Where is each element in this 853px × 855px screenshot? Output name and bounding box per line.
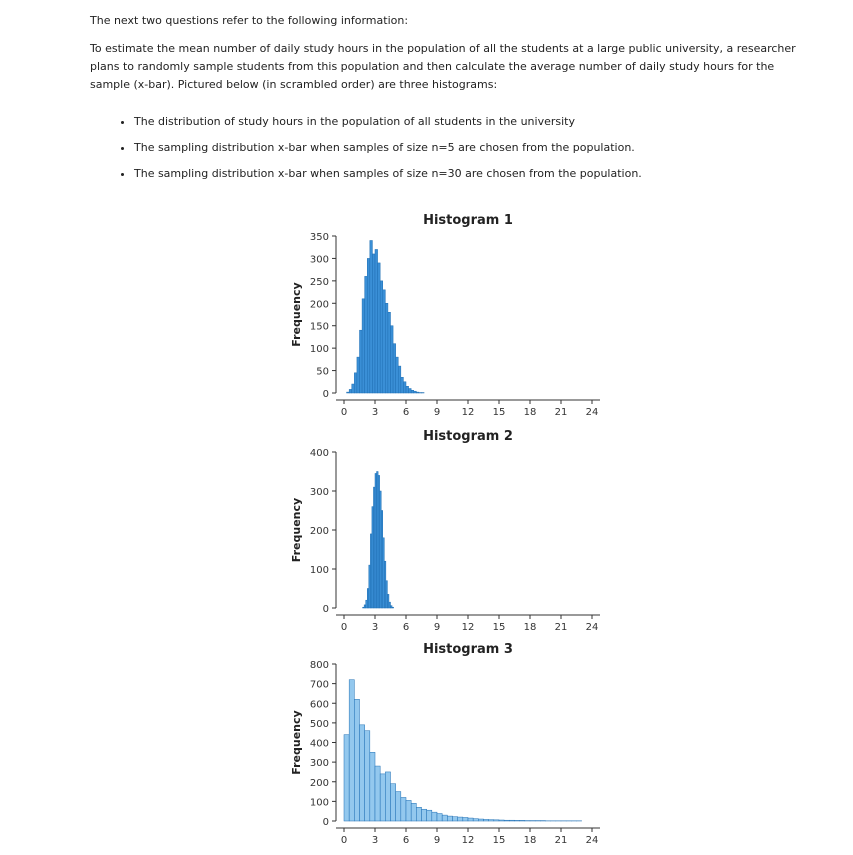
histogram-bar	[437, 814, 442, 821]
histogram-bar	[403, 382, 406, 393]
x-tick-label: 15	[492, 407, 506, 418]
histogram-bar	[411, 803, 416, 821]
y-tick-label: 350	[309, 232, 329, 243]
y-axis-label: Frequency	[290, 497, 303, 563]
x-tick-label: 9	[433, 835, 441, 846]
histogram-bar	[458, 817, 463, 821]
y-tick-label: 300	[309, 758, 329, 770]
y-tick-label: 600	[309, 699, 329, 711]
histogram-bar	[367, 258, 370, 393]
histogram-bar	[375, 249, 378, 393]
histogram-bar	[385, 303, 388, 393]
bullet-n5: • The sampling distribution x-bar when samples of size n=5 are chosen from the population.	[134, 138, 642, 164]
y-tick-label: 300	[309, 487, 329, 498]
histogram-bar	[427, 810, 432, 821]
x-tick-label: 0	[340, 407, 348, 418]
x-tick-label: 24	[585, 407, 599, 418]
x-tick-label: 24	[585, 835, 599, 846]
x-tick-label: 6	[402, 407, 410, 418]
x-tick-label: 6	[402, 622, 410, 633]
histogram-bar	[370, 240, 373, 393]
histogram-bar	[398, 366, 401, 393]
histogram-bar	[393, 344, 396, 393]
histogram-bar	[362, 299, 365, 393]
histogram-bar	[489, 820, 494, 821]
y-tick-label: 700	[309, 679, 329, 691]
histogram-bar	[509, 820, 514, 821]
y-axis-label: Frequency	[290, 710, 303, 775]
histogram-bar	[349, 389, 352, 393]
x-tick-label: 3	[371, 835, 379, 846]
y-tick-label: 100	[309, 344, 329, 356]
x-tick-label: 18	[523, 835, 537, 846]
x-tick-label: 21	[554, 407, 568, 418]
y-tick-label: 0	[322, 604, 329, 615]
histogram-bar	[442, 815, 447, 821]
description-text: To estimate the mean number of daily study hours in the population of all the students at a large public university, a researcher plans to randomly sample students from this population and then calculate the average number of daily study hours for the sample (x-bar). Pictured below (in scrambled order) are three histograms:	[90, 42, 796, 91]
histogram-bar	[484, 819, 489, 821]
histogram-bar	[515, 820, 520, 821]
y-tick-label: 400	[309, 738, 329, 750]
y-tick-label: 400	[309, 448, 329, 459]
x-tick-label: 9	[433, 407, 441, 418]
histogram-bar	[411, 390, 414, 393]
intro-text: The next two questions refer to the following information:	[90, 14, 409, 27]
histogram-bar	[453, 817, 458, 821]
histogram-bar	[365, 276, 368, 393]
x-tick-label: 9	[433, 622, 441, 633]
histogram-bar	[416, 807, 421, 821]
y-tick-label: 200	[309, 299, 329, 311]
x-tick-label: 6	[402, 835, 410, 846]
x-tick-label: 24	[585, 622, 599, 633]
y-tick-label: 200	[309, 526, 329, 537]
histogram-bar	[354, 373, 357, 393]
x-tick-label: 18	[523, 407, 537, 418]
chart-title: Histogram 2	[423, 429, 513, 444]
y-tick-label: 150	[309, 321, 329, 333]
histogram-bar	[380, 774, 385, 821]
histogram-bar	[357, 357, 360, 393]
histogram-bar	[432, 812, 437, 821]
x-tick-label: 12	[461, 407, 475, 418]
x-tick-label: 3	[371, 407, 379, 418]
histogram-bar	[447, 816, 452, 821]
histogram-bar	[499, 820, 504, 821]
x-tick-label: 12	[461, 835, 475, 846]
histogram-bar	[396, 357, 399, 393]
histogram-bar	[372, 254, 375, 393]
histogram-bar	[380, 281, 383, 393]
histogram-bar	[360, 330, 363, 393]
histogram-bar	[504, 820, 509, 821]
histogram-bar	[392, 607, 394, 608]
histogram-bar	[347, 392, 350, 393]
histogram-bar	[383, 290, 386, 393]
bullet-population: • The distribution of study hours in the population of all students in the university	[134, 112, 642, 138]
histogram-bar	[378, 263, 381, 393]
y-tick-label: 800	[309, 660, 329, 671]
histogram-bar	[344, 735, 349, 821]
histogram-bar	[406, 386, 409, 393]
y-tick-label: 50	[316, 366, 329, 378]
chart-title: Histogram 1	[423, 213, 513, 228]
y-tick-label: 200	[309, 777, 329, 789]
histogram-bar	[422, 809, 427, 821]
histogram-bar	[365, 731, 370, 821]
histogram-bar	[406, 800, 411, 821]
y-tick-label: 500	[309, 718, 329, 730]
histogram-bar	[416, 392, 419, 393]
x-tick-label: 15	[492, 622, 506, 633]
histogram-bar	[388, 312, 391, 393]
histogram-bar	[401, 797, 406, 821]
y-tick-label: 0	[322, 817, 329, 828]
histogram-bar	[478, 819, 483, 821]
x-tick-label: 0	[340, 835, 348, 846]
histogram-bar	[391, 784, 396, 821]
histogram-bar	[396, 792, 401, 821]
histogram-bar	[354, 699, 359, 821]
histogram-bar	[385, 772, 390, 821]
histogram-bar	[360, 725, 365, 821]
histogram-bar	[409, 389, 412, 393]
x-tick-label: 18	[523, 622, 537, 633]
x-tick-label: 15	[492, 835, 506, 846]
bullet-n30: • The sampling distribution x-bar when samples of size n=30 are chosen from the population.	[134, 164, 642, 190]
y-tick-label: 100	[309, 565, 329, 576]
histogram-bar	[352, 384, 355, 393]
histogram-bar	[494, 820, 499, 821]
histogram-bar	[375, 766, 380, 821]
histogram-bar	[414, 391, 417, 393]
histogram-bar	[463, 817, 468, 821]
histogram-bar	[370, 752, 375, 821]
histogram-bar	[520, 820, 525, 821]
y-tick-label: 0	[322, 389, 329, 400]
x-tick-label: 12	[461, 622, 475, 633]
y-tick-label: 100	[309, 797, 329, 809]
x-tick-label: 0	[340, 622, 348, 633]
histogram-bar	[468, 818, 473, 821]
chart-title: Histogram 3	[423, 642, 513, 657]
histogram-bar	[401, 377, 404, 393]
x-tick-label: 21	[554, 835, 568, 846]
histogram-bar	[473, 819, 478, 821]
y-axis-label: Frequency	[290, 282, 303, 347]
y-tick-label: 300	[309, 254, 329, 266]
histogram-bar	[391, 326, 394, 393]
x-tick-label: 21	[554, 622, 568, 633]
y-tick-label: 250	[309, 276, 329, 288]
x-tick-label: 3	[371, 622, 379, 633]
histogram-bar	[349, 680, 354, 821]
